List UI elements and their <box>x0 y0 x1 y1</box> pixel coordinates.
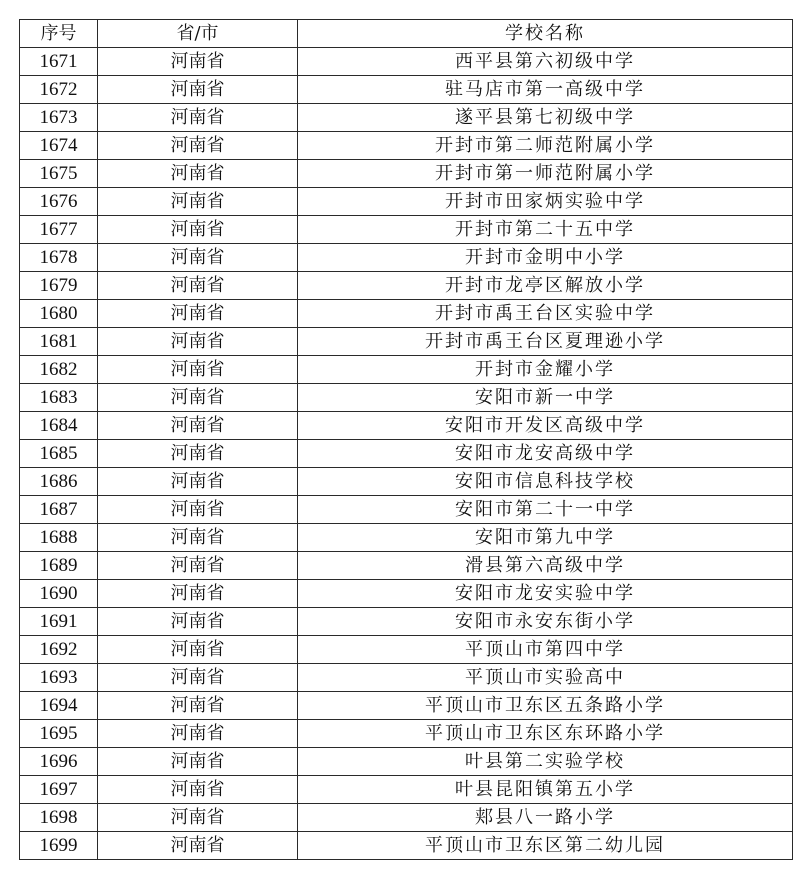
row-school-name-cell: 开封市金明中小学 <box>298 244 793 272</box>
row-number-cell: 1679 <box>20 272 98 300</box>
row-school-name-cell: 开封市第二师范附属小学 <box>298 132 793 160</box>
row-number-cell: 1672 <box>20 76 98 104</box>
row-number-cell: 1685 <box>20 440 98 468</box>
table-row <box>20 76 793 104</box>
row-province-cell: 河南省 <box>98 104 298 132</box>
row-province-cell: 河南省 <box>98 748 298 776</box>
row-province-cell: 河南省 <box>98 160 298 188</box>
row-number-cell: 1686 <box>20 468 98 496</box>
row-school-name-cell: 开封市禹王台区实验中学 <box>298 300 793 328</box>
row-province-cell: 河南省 <box>98 384 298 412</box>
row-school-name-cell: 开封市龙亭区解放小学 <box>298 272 793 300</box>
row-province-cell: 河南省 <box>98 496 298 524</box>
row-school-name-cell: 开封市禹王台区夏理逊小学 <box>298 328 793 356</box>
table-row <box>20 300 793 328</box>
row-province-cell: 河南省 <box>98 832 298 860</box>
row-number-cell: 1676 <box>20 188 98 216</box>
row-school-name-cell: 安阳市新一中学 <box>298 384 793 412</box>
row-province-cell: 河南省 <box>98 692 298 720</box>
row-school-name-cell: 开封市第一师范附属小学 <box>298 160 793 188</box>
row-school-name-cell: 开封市田家炳实验中学 <box>298 188 793 216</box>
row-province-cell: 河南省 <box>98 720 298 748</box>
row-school-name-cell: 平顶山市第四中学 <box>298 636 793 664</box>
row-number-cell: 1680 <box>20 300 98 328</box>
row-number-cell: 1678 <box>20 244 98 272</box>
row-number-cell: 1696 <box>20 748 98 776</box>
row-number-cell: 1695 <box>20 720 98 748</box>
row-province-cell: 河南省 <box>98 524 298 552</box>
row-school-name-cell: 平顶山市实验高中 <box>298 664 793 692</box>
row-province-cell: 河南省 <box>98 580 298 608</box>
table-row <box>20 552 793 580</box>
table-row <box>20 776 793 804</box>
row-number-cell: 1690 <box>20 580 98 608</box>
row-province-cell: 河南省 <box>98 76 298 104</box>
row-number-cell: 1697 <box>20 776 98 804</box>
row-province-cell: 河南省 <box>98 216 298 244</box>
row-school-name-cell: 安阳市龙安实验中学 <box>298 580 793 608</box>
row-number-cell: 1683 <box>20 384 98 412</box>
row-number-cell: 1693 <box>20 664 98 692</box>
table-row <box>20 832 793 860</box>
row-number-cell: 1687 <box>20 496 98 524</box>
row-school-name-cell: 叶县第二实验学校 <box>298 748 793 776</box>
row-province-cell: 河南省 <box>98 636 298 664</box>
table-row <box>20 524 793 552</box>
table-row <box>20 580 793 608</box>
table-row <box>20 804 793 832</box>
table-body <box>20 48 793 860</box>
table-row <box>20 188 793 216</box>
row-number-cell: 1682 <box>20 356 98 384</box>
row-province-cell: 河南省 <box>98 776 298 804</box>
header-row <box>20 20 793 48</box>
table-row <box>20 748 793 776</box>
table-row <box>20 692 793 720</box>
table-row <box>20 272 793 300</box>
school-list-table <box>19 19 793 860</box>
table-header <box>20 20 793 48</box>
row-province-cell: 河南省 <box>98 188 298 216</box>
table-row <box>20 328 793 356</box>
row-province-cell: 河南省 <box>98 608 298 636</box>
row-province-cell: 河南省 <box>98 440 298 468</box>
table-row <box>20 104 793 132</box>
table-row <box>20 244 793 272</box>
row-province-cell: 河南省 <box>98 804 298 832</box>
row-school-name-cell: 安阳市第九中学 <box>298 524 793 552</box>
row-school-name-cell: 遂平县第七初级中学 <box>298 104 793 132</box>
row-number-cell: 1671 <box>20 48 98 76</box>
row-number-cell: 1688 <box>20 524 98 552</box>
table-row <box>20 720 793 748</box>
row-school-name-cell: 郏县八一路小学 <box>298 804 793 832</box>
row-province-cell: 河南省 <box>98 664 298 692</box>
row-school-name-cell: 平顶山市卫东区东环路小学 <box>298 720 793 748</box>
row-province-cell: 河南省 <box>98 272 298 300</box>
row-school-name-cell: 安阳市信息科技学校 <box>298 468 793 496</box>
row-school-name-cell: 滑县第六高级中学 <box>298 552 793 580</box>
table-row <box>20 356 793 384</box>
row-province-cell: 河南省 <box>98 300 298 328</box>
table-row <box>20 496 793 524</box>
row-province-cell: 河南省 <box>98 412 298 440</box>
header-number: 序号 <box>20 20 98 48</box>
row-province-cell: 河南省 <box>98 328 298 356</box>
table-row <box>20 412 793 440</box>
row-province-cell: 河南省 <box>98 552 298 580</box>
table-row <box>20 608 793 636</box>
row-school-name-cell: 开封市金耀小学 <box>298 356 793 384</box>
row-number-cell: 1689 <box>20 552 98 580</box>
table-row <box>20 160 793 188</box>
row-number-cell: 1692 <box>20 636 98 664</box>
table-row <box>20 440 793 468</box>
row-school-name-cell: 叶县昆阳镇第五小学 <box>298 776 793 804</box>
row-province-cell: 河南省 <box>98 244 298 272</box>
table-row <box>20 636 793 664</box>
row-number-cell: 1677 <box>20 216 98 244</box>
row-school-name-cell: 开封市第二十五中学 <box>298 216 793 244</box>
row-number-cell: 1675 <box>20 160 98 188</box>
row-province-cell: 河南省 <box>98 468 298 496</box>
row-number-cell: 1698 <box>20 804 98 832</box>
row-school-name-cell: 安阳市龙安高级中学 <box>298 440 793 468</box>
row-number-cell: 1684 <box>20 412 98 440</box>
row-number-cell: 1699 <box>20 832 98 860</box>
row-number-cell: 1681 <box>20 328 98 356</box>
row-province-cell: 河南省 <box>98 356 298 384</box>
row-school-name-cell: 平顶山市卫东区五条路小学 <box>298 692 793 720</box>
header-school-name: 学校名称 <box>298 20 793 48</box>
row-province-cell: 河南省 <box>98 132 298 160</box>
table-row <box>20 664 793 692</box>
table-row <box>20 384 793 412</box>
row-school-name-cell: 西平县第六初级中学 <box>298 48 793 76</box>
row-province-cell: 河南省 <box>98 48 298 76</box>
row-school-name-cell: 驻马店市第一高级中学 <box>298 76 793 104</box>
table-row <box>20 216 793 244</box>
row-school-name-cell: 安阳市开发区高级中学 <box>298 412 793 440</box>
row-number-cell: 1673 <box>20 104 98 132</box>
header-province: 省/市 <box>98 20 298 48</box>
row-number-cell: 1674 <box>20 132 98 160</box>
row-number-cell: 1691 <box>20 608 98 636</box>
table-row <box>20 132 793 160</box>
row-school-name-cell: 安阳市永安东街小学 <box>298 608 793 636</box>
row-school-name-cell: 安阳市第二十一中学 <box>298 496 793 524</box>
row-school-name-cell: 平顶山市卫东区第二幼儿园 <box>298 832 793 860</box>
table-row <box>20 468 793 496</box>
table-row <box>20 48 793 76</box>
row-number-cell: 1694 <box>20 692 98 720</box>
